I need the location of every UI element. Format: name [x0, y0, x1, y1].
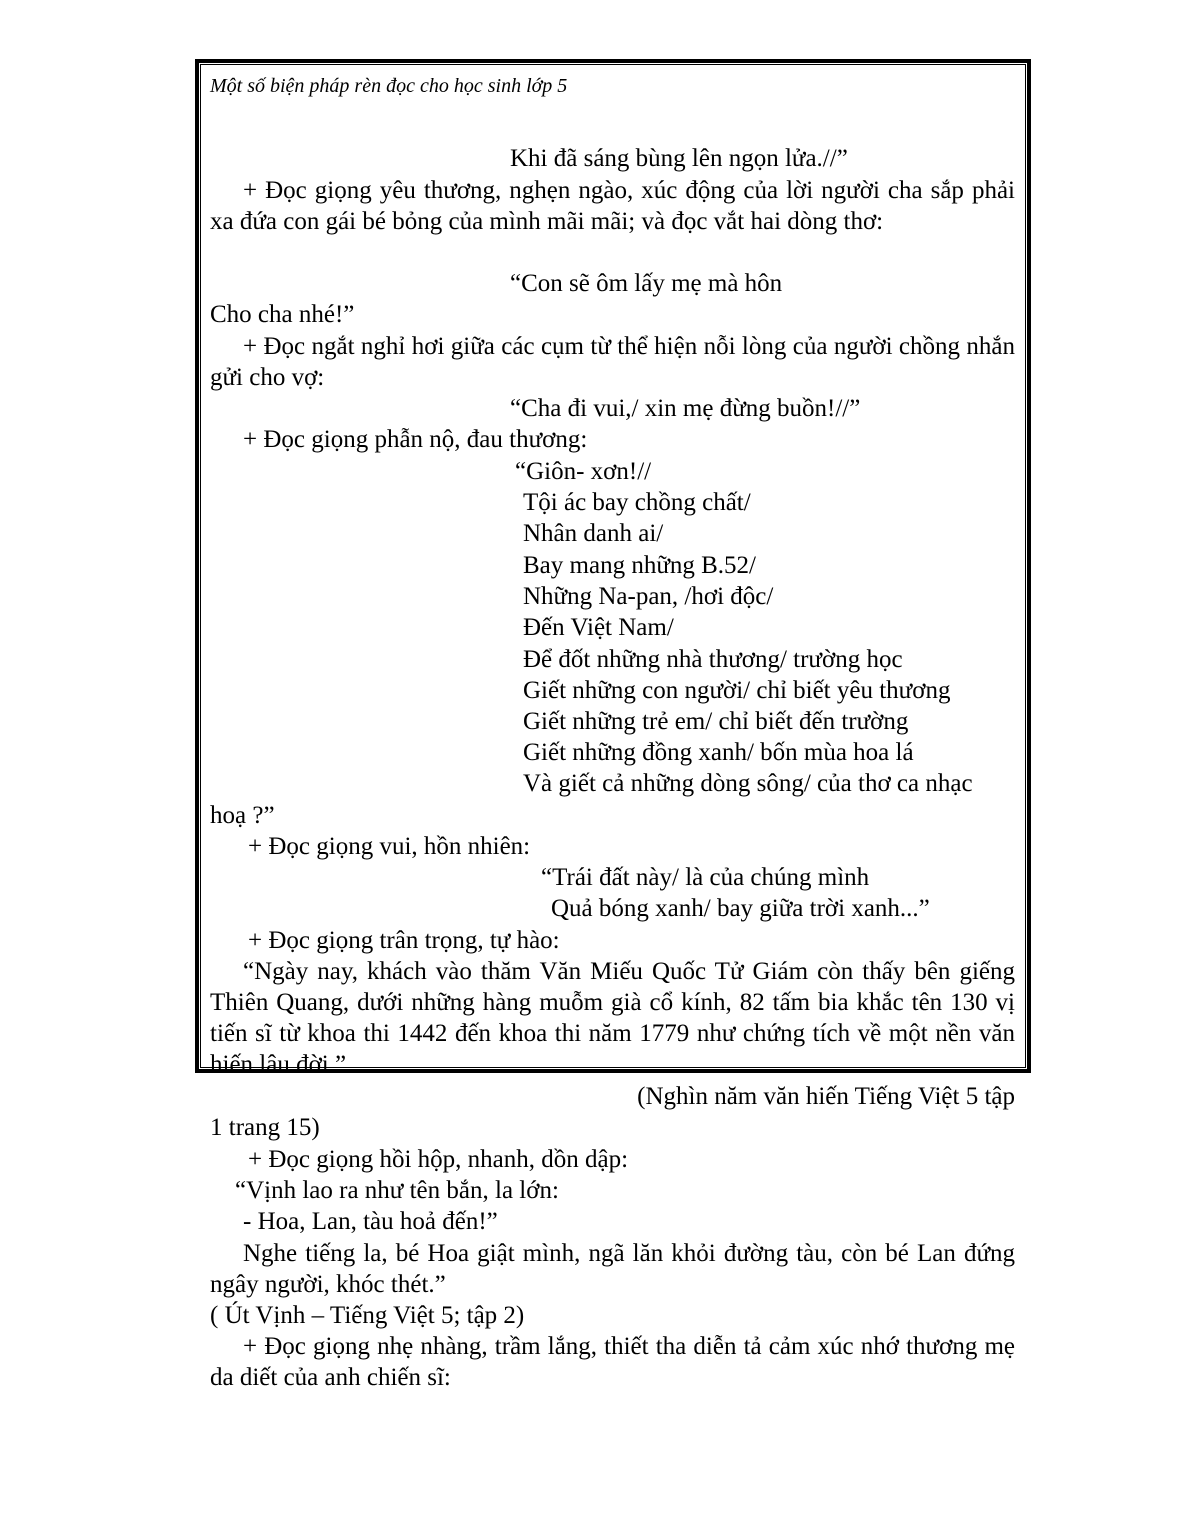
quote-line: “Vịnh lao ra như tên bắn, la lớn: [235, 1177, 559, 1204]
poem-line: Giết những đồng xanh/ bốn mùa hoa lá [523, 739, 914, 766]
poem-line: Nhân danh ai/ [523, 520, 664, 547]
instruction-line: + Đọc giọng hồi hộp, nhanh, dồn dập: [248, 1146, 629, 1173]
paragraph: “Ngày nay, khách vào thăm Văn Miếu Quốc Tử Giám còn thấy bên giếng Thiên Quang, dưới những hàng muỗm già cổ kính, 82 tấm bia khắc tên 130 vị tiến sĩ từ khoa thi 1442 đến khoa thi năm 1779 như chứng tích về một nền văn hiến lâu đời.” [210, 958, 1015, 1078]
page-header: Một số biện pháp rèn đọc cho học sinh lớp 5 [210, 75, 568, 97]
poem-line: Và giết cả những dòng sông/ của thơ ca nhạc [523, 770, 973, 797]
poem-line: Bay mang những B.52/ [523, 552, 756, 579]
poem-line: Tội ác bay chồng chất/ [523, 489, 751, 516]
poem-line: “Cha đi vui,/ xin mẹ đừng buồn!//” [510, 395, 861, 422]
poem-line: Đến Việt Nam/ [523, 614, 674, 641]
poem-line: “Giôn- xơn!// [515, 458, 652, 485]
poem-line: Để đốt những nhà thương/ trường học [523, 646, 903, 673]
paragraph: + Đọc ngắt nghỉ hơi giữa các cụm từ thể hiện nỗi lòng của người chồng nhắn gửi cho vợ: [210, 333, 1015, 391]
poem-line: Giết những trẻ em/ chỉ biết đến trường [523, 708, 909, 735]
instruction-line: + Đọc giọng phẫn nộ, đau thương: [243, 426, 588, 453]
citation: ( Út Vịnh – Tiếng Việt 5; tập 2) [210, 1302, 525, 1329]
poem-line: “Trái đất này/ là của chúng mình [541, 864, 870, 891]
quote-line: - Hoa, Lan, tàu hoả đến!” [243, 1208, 498, 1235]
instruction-line: + Đọc giọng trân trọng, tự hào: [248, 927, 560, 954]
citation: (Nghìn năm văn hiến Tiếng Việt 5 tập [637, 1083, 1015, 1110]
citation: 1 trang 15) [210, 1114, 320, 1141]
poem-line: hoạ ?” [210, 802, 275, 829]
poem-line: “Con sẽ ôm lấy mẹ mà hôn [510, 270, 783, 297]
poem-line: Quả bóng xanh/ bay giữa trời xanh...” [551, 895, 930, 922]
poem-line: Khi đã sáng bùng lên ngọn lửa.//” [510, 145, 848, 172]
paragraph: + Đọc giọng nhẹ nhàng, trầm lắng, thiết tha diễn tả cảm xúc nhớ thương mẹ da diết của anh chiến sĩ: [210, 1333, 1015, 1391]
paragraph: + Đọc giọng yêu thương, nghẹn ngào, xúc động của lời người cha sắp phải xa đứa con gái bé bỏng của mình mãi mãi; và đọc vắt hai dòng thơ: [210, 177, 1015, 235]
poem-line: Cho cha nhé!” [210, 301, 355, 328]
instruction-line: + Đọc giọng vui, hồn nhiên: [248, 833, 531, 860]
poem-line: Những Na-pan, /hơi độc/ [523, 583, 774, 610]
paragraph: Nghe tiếng la, bé Hoa giật mình, ngã lăn khỏi đường tàu, còn bé Lan đứng ngây người, khóc thét.” [210, 1240, 1015, 1298]
poem-line: Giết những con người/ chỉ biết yêu thương [523, 677, 951, 704]
